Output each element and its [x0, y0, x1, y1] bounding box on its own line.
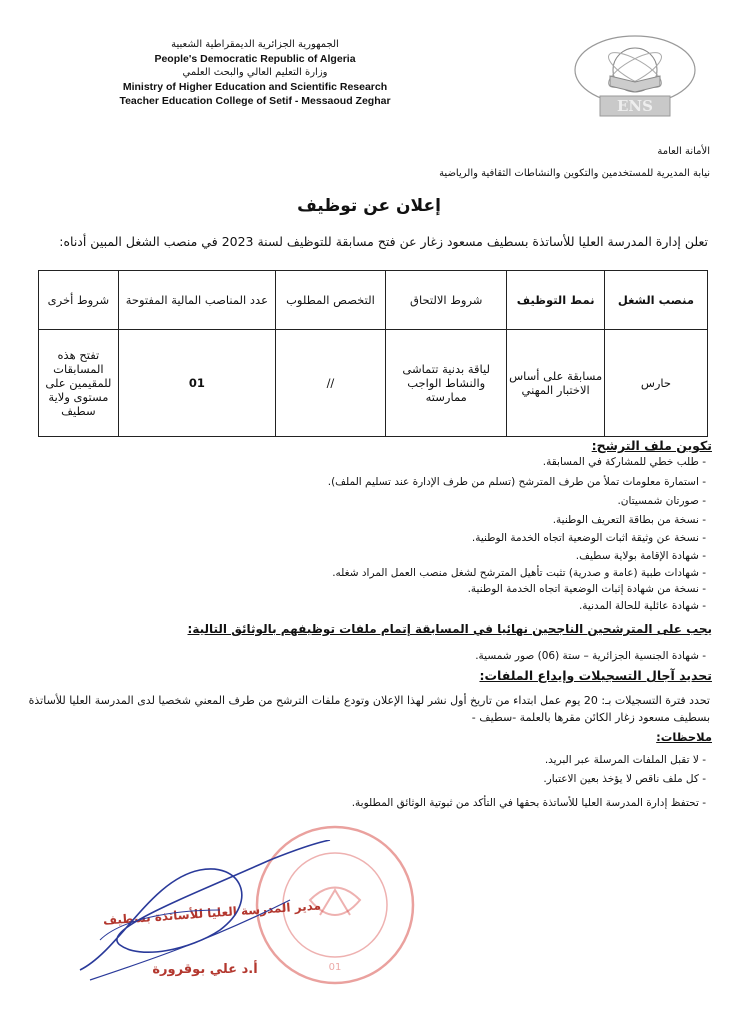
table-header-row	[39, 271, 708, 330]
list-item: - تحتفظ إدارة المدرسة العليا للأساتذة بحقها في التأكد من ثبوتية الوثائق المطلوبة.	[351, 797, 706, 809]
header-republic-ar: الجمهورية الجزائرية الديمقراطية الشعبية	[171, 39, 339, 50]
table-row	[39, 330, 708, 437]
table-cell: تفتح هذه المسابقات للمقيمين على مستوى ولاية سطيف	[39, 330, 119, 437]
list-item: - شهادات طبية (عامة و صدرية) تثبت تأهيل المترشح لشغل منصب العمل المراد شغله.	[332, 567, 706, 579]
list-item: - شهادة الجنسية الجزائرية – ستة (06) صور شمسية.	[475, 650, 706, 662]
table-cell: لياقة بدنية تتماشى والنشاط الواجب ممارسته	[386, 330, 507, 437]
section-title-notes: ملاحظات:	[656, 730, 712, 744]
list-item: - صورتان شمسيتان.	[617, 495, 706, 507]
logo-text: ENS	[617, 97, 653, 115]
table-cell: مسابقة على أساس الاختبار المهني	[507, 330, 604, 437]
list-item: - لا تقبل الملفات المرسلة عبر البريد.	[544, 754, 706, 766]
table-header-cell: عدد المناصب المالية المفتوحة	[118, 271, 275, 330]
dept-line-2: نيابة المديرية للمستخدمين والتكوين والنشاطات الثقافية والرياضية	[439, 168, 710, 179]
list-item: - كل ملف ناقص لا يؤخذ بعين الاعتبار.	[543, 773, 706, 785]
header-ministry-ar: وزارة التعليم العالي والبحث العلمي	[182, 67, 328, 78]
list-item: - نسخة عن وثيقة اثبات الوضعية اتجاه الخدمة الوطنية.	[471, 532, 706, 544]
table-cell: حارس	[604, 330, 707, 437]
handwritten-signature	[60, 840, 410, 990]
list-item: - شهادة عائلية للحالة المدنية.	[578, 600, 706, 612]
svg-text:01: 01	[328, 962, 342, 973]
jobs-table	[38, 270, 708, 437]
school-logo	[560, 30, 710, 120]
list-item: - نسخة من شهادة إثبات الوضعية اتجاه الخدمة الوطنية.	[467, 583, 706, 595]
table-header-cell: شروط الالتحاق	[386, 271, 507, 330]
section-title-file: تكوين ملف الترشح:	[591, 438, 712, 453]
table-header-cell: التخصص المطلوب	[275, 271, 385, 330]
table-cell: //	[275, 330, 385, 437]
page-title: إعلان عن توظيف	[297, 196, 441, 216]
table-header-cell: منصب الشغل	[604, 271, 707, 330]
section-title-deadline: تحديد آجال التسجيلات وإيداع الملفات:	[479, 668, 712, 683]
signatory-title: مدير المدرسة العليا للأساتذة بسطيف	[102, 898, 322, 928]
list-item: - شهادة الإقامة بولاية سطيف.	[575, 550, 706, 562]
dept-line-1: الأمانة العامة	[657, 146, 710, 157]
list-item: - استمارة معلومات تملأ من طرف المترشح (تسلم من طرف الإدارة عند تسليم الملف).	[327, 476, 706, 488]
signatory-name: أ.د علي بوقرورة	[152, 962, 258, 977]
header-college-en: Teacher Education College of Setif - Messaoud Zeghar	[119, 95, 391, 107]
header-ministry-en: Ministry of Higher Education and Scientific Research	[122, 81, 388, 93]
section-title-final: يجب على المترشحين الناجحين نهائيا في المسابقة إتمام ملفات توظيفهم بالوثائق التالية:	[187, 622, 712, 636]
list-item: - طلب خطي للمشاركة في المسابقة.	[542, 456, 706, 468]
table-header-cell: شروط أخرى	[39, 271, 119, 330]
header-republic-en: People's Democratic Republic of Algeria	[154, 53, 356, 65]
letterhead	[90, 38, 420, 108]
deadline-paragraph: تحدد فترة التسجيلات بـ: 20 يوم عمل ابتداء من تاريخ أول نشر لهذا الإعلان وتودع ملفات الترشح من طرف المعني شخصيا لدى المدرسة العليا للأساتذة بسطيف مسعود زغار الكائن مقرها بالعلمة -سطيف -	[28, 694, 710, 724]
table-header-cell: نمط التوظيف	[507, 271, 604, 330]
list-item: - نسخة من بطاقة التعريف الوطنية.	[552, 514, 706, 526]
intro-paragraph: تعلن إدارة المدرسة العليا للأساتذة بسطيف مسعود زغار عن فتح مسابقة للتوظيف لسنة 2023 في منصب الشغل المبين أدناه:	[59, 234, 708, 249]
table-cell: 01	[118, 330, 275, 437]
